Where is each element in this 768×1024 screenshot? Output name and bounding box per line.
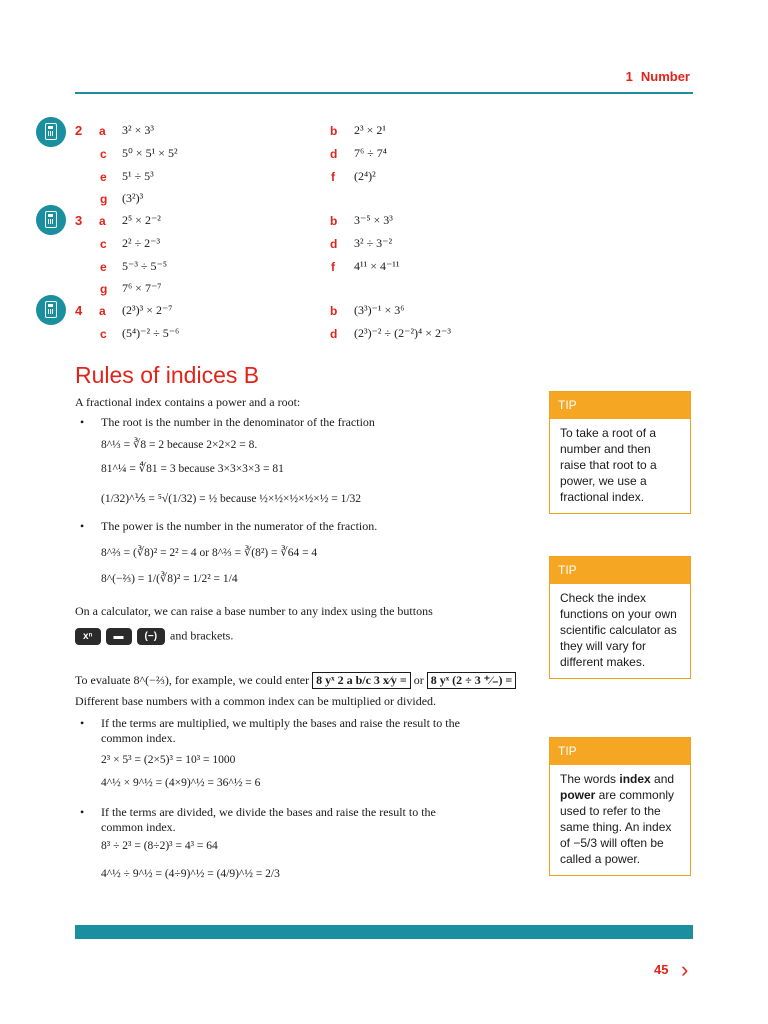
bullet-text: If the terms are multiplied, we multiply the bases and raise the result to the <box>101 716 460 730</box>
keys-suffix: and brackets. <box>170 628 234 643</box>
part-letter: c <box>100 237 107 251</box>
math-line: 81^¼ = ∜81 = 3 because 3×3×3×3 = 81 <box>101 463 284 475</box>
expression: 3² ÷ 3⁻² <box>354 236 393 250</box>
part-letter: b <box>330 214 338 228</box>
math-line: 2³ × 5³ = (2×5)³ = 10³ = 1000 <box>101 754 236 766</box>
part-letter: d <box>330 327 338 341</box>
part-letter: a <box>99 304 106 318</box>
expression: 3² × 3³ <box>122 123 154 137</box>
part-letter: g <box>100 192 108 206</box>
tip-box <box>549 556 691 679</box>
or-text: or <box>413 673 424 687</box>
power-key: xⁿ <box>75 628 101 645</box>
part-letter: a <box>99 124 106 138</box>
expression: (3³)⁻¹ × 3⁶ <box>354 303 405 317</box>
expression: (2³)⁻² ÷ (2⁻²)⁴ × 2⁻³ <box>354 326 451 340</box>
tip-body: Check the index functions on your own scientific calculator as they will vary for different makes. <box>560 591 677 669</box>
header-rule <box>75 92 693 94</box>
footer-bar <box>75 925 693 939</box>
tip-heading: TIP <box>550 557 690 584</box>
math-line: 8^⅓ = ∛8 = 2 because 2×2×2 = 8. <box>101 439 258 451</box>
tip-heading: TIP <box>550 392 690 419</box>
bullet-text: The power is the number in the numerator of the fraction. <box>101 519 378 533</box>
part-letter: g <box>100 282 108 296</box>
bullet-dot: • <box>80 415 85 429</box>
tip-heading: TIP <box>550 738 690 765</box>
calculator-icon <box>36 205 66 235</box>
part-letter: e <box>100 260 107 274</box>
math-line: 4^½ ÷ 9^½ = (4÷9)^½ = (4/9)^½ = 2/3 <box>101 868 280 880</box>
tip-bold-word: power <box>560 788 596 802</box>
key-sequence-2: 8 yˣ (2 ÷ 3 ⁺⁄₋) = <box>427 672 517 689</box>
fraction-key: ▬ <box>106 628 132 645</box>
part-letter: e <box>100 170 107 184</box>
bullet-text: common index. <box>101 820 176 834</box>
expression: (2³)³ × 2⁻⁷ <box>122 303 173 317</box>
expression: 3⁻⁵ × 3³ <box>354 213 393 227</box>
expression: (3²)³ <box>122 191 144 205</box>
bullet-dot: • <box>80 805 85 819</box>
calculator-keys <box>75 628 233 645</box>
negative-key: (−) <box>137 628 166 645</box>
tip-box <box>549 391 691 514</box>
question-number: 2 <box>75 123 83 138</box>
bullet-text: If the terms are divided, we divide the bases and raise the result to the <box>101 805 436 819</box>
calculator-icon <box>36 117 66 147</box>
math-line: 8^⅔ = (∛8)² = 2² = 4 or 8^⅔ = ∛(8²) = ∛64 = 4 <box>101 547 318 559</box>
tip-bold-word: index <box>619 772 651 786</box>
key-sequence-1: 8 yˣ 2 a b/c 3 x⁄y = <box>312 672 411 689</box>
different-bases-text: Different base numbers with a common index can be multiplied or divided. <box>75 694 437 708</box>
math-line: 8^(−⅔) = 1/(∛8)² = 1/2² = 1/4 <box>101 573 238 585</box>
part-letter: c <box>100 327 107 341</box>
expression: 2² ÷ 2⁻³ <box>122 236 161 250</box>
expression: 2⁵ × 2⁻² <box>122 213 161 227</box>
expression: 5⁰ × 5¹ × 5² <box>122 146 178 160</box>
expression: 7⁶ ÷ 7⁴ <box>354 146 387 160</box>
expression: 4¹¹ × 4⁻¹¹ <box>354 259 400 273</box>
page-number: 45 <box>654 962 669 977</box>
part-letter: a <box>99 214 106 228</box>
part-letter: b <box>330 124 338 138</box>
bullet-text: common index. <box>101 731 176 745</box>
chapter-header <box>626 69 690 84</box>
question-number: 3 <box>75 213 83 228</box>
expression: (5⁴)⁻² ÷ 5⁻⁶ <box>122 326 180 340</box>
question-number: 4 <box>75 303 83 318</box>
expression: (2⁴)² <box>354 169 376 183</box>
part-letter: c <box>100 147 107 161</box>
math-line: 4^½ × 9^½ = (4×9)^½ = 36^½ = 6 <box>101 777 261 789</box>
tip-text: and <box>650 772 675 786</box>
math-line: 8³ ÷ 2³ = (8÷2)³ = 4³ = 64 <box>101 840 218 852</box>
tip-body <box>550 765 690 875</box>
expression: 2³ × 2¹ <box>354 123 386 137</box>
evaluate-line <box>75 672 516 689</box>
expression: 7⁶ × 7⁻⁷ <box>122 281 162 295</box>
expression: 5⁻³ ÷ 5⁻⁵ <box>122 259 168 273</box>
part-letter: f <box>331 260 335 274</box>
math-line: (1/32)^⅕ = ⁵√(1/32) = ½ because ½×½×½×½×½ = 1/32 <box>101 493 362 505</box>
part-letter: d <box>330 147 338 161</box>
tip-box <box>549 737 691 876</box>
chapter-number: 1 <box>625 69 633 84</box>
bullet-dot: • <box>80 519 85 533</box>
evaluate-prefix: To evaluate 8^(−⅔), for example, we could enter <box>75 673 310 687</box>
calculator-text: On a calculator, we can raise a base number to any index using the buttons <box>75 604 433 618</box>
part-letter: d <box>330 237 338 251</box>
tip-text: are commonly used to refer to the same thing. An index of −5/3 will often be called a power. <box>560 788 675 866</box>
tip-text: The words <box>560 772 620 786</box>
next-page-chevron-icon[interactable]: › <box>681 957 689 982</box>
chapter-title: Number <box>640 69 690 84</box>
part-letter: b <box>330 304 338 318</box>
bullet-dot: • <box>80 716 85 730</box>
intro-text: A fractional index contains a power and a root: <box>75 395 301 409</box>
calculator-icon <box>36 295 66 325</box>
expression: 5¹ ÷ 5³ <box>122 169 154 183</box>
section-title: Rules of indices B <box>75 362 260 388</box>
bullet-text: The root is the number in the denominator of the fraction <box>101 415 375 429</box>
part-letter: f <box>331 170 335 184</box>
tip-body: To take a root of a number and then raise that root to a power, we use a fractional index. <box>560 426 657 504</box>
